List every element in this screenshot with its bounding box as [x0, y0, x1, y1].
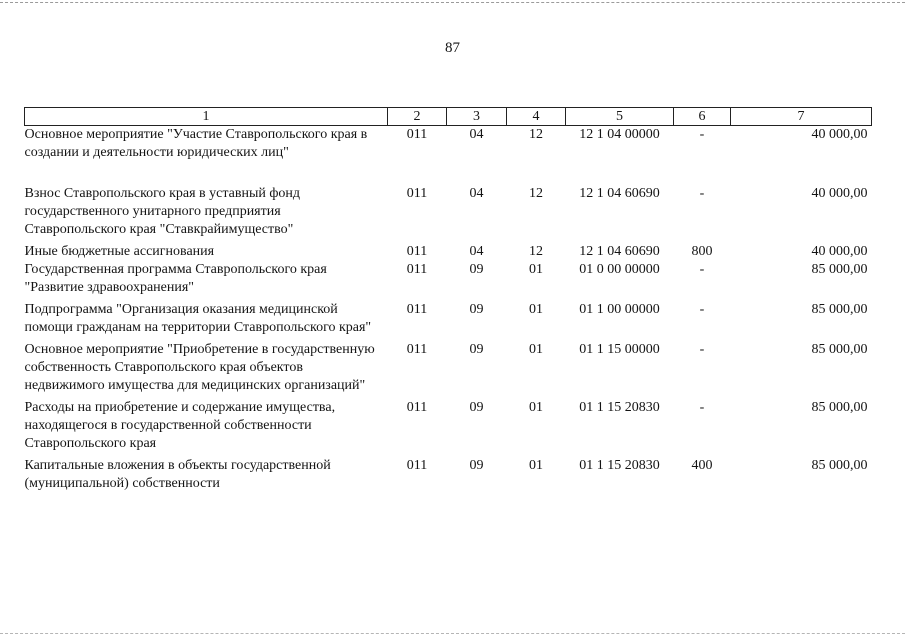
- row-section: 09: [469, 262, 484, 277]
- row-section: 09: [469, 342, 484, 357]
- table-row: [25, 301, 872, 341]
- header-col-7: 7: [731, 108, 872, 126]
- row-name: Взнос Ставропольского края в уставный фонд государственного унитарного предприятия Ставропольского края "Ставкрайимущество": [24, 186, 301, 237]
- row-section: 09: [469, 302, 484, 317]
- row-expense-type: -: [699, 127, 705, 142]
- row-name: Основное мероприятие "Приобретение в государственную собственность Ставропольского края объектов недвижимого имущества для медицинских организаций": [24, 342, 375, 393]
- table-row: [25, 457, 872, 493]
- row-amount: 85 000,00: [811, 302, 868, 317]
- row-expense-type: -: [699, 302, 705, 317]
- row-amount: 85 000,00: [811, 342, 868, 357]
- row-name: Иные бюджетные ассигнования: [24, 244, 215, 259]
- row-name: Капитальные вложения в объекты государственной (муниципальной) собственности: [24, 458, 331, 491]
- table-row: [25, 341, 872, 399]
- row-ministry: 011: [406, 127, 428, 142]
- row-target: 01 1 00 00000: [579, 302, 660, 317]
- row-amount: 85 000,00: [811, 400, 868, 415]
- header-col-2: 2: [388, 108, 447, 126]
- row-section: 09: [469, 400, 484, 415]
- row-name: Государственная программа Ставропольского края "Развитие здравоохранения": [24, 262, 327, 295]
- row-target: 01 1 15 00000: [579, 342, 660, 357]
- row-name: Основное мероприятие "Участие Ставропольского края в создании и деятельности юридических лиц": [24, 127, 368, 160]
- row-amount: 40 000,00: [811, 186, 868, 201]
- row-ministry: 011: [406, 458, 428, 473]
- scan-edge-bottom: [0, 633, 905, 634]
- table-row: [25, 261, 872, 301]
- row-ministry: 011: [406, 302, 428, 317]
- table-row: [25, 185, 872, 243]
- table-row: [25, 126, 872, 186]
- row-name: Подпрограмма "Организация оказания медицинской помощи гражданам на территории Ставропольского края": [24, 302, 372, 335]
- row-target: 12 1 04 00000: [579, 127, 660, 142]
- header-col-6: 6: [674, 108, 731, 126]
- row-subsection: 01: [529, 400, 543, 415]
- row-expense-type: -: [699, 262, 705, 277]
- row-expense-type: -: [699, 342, 705, 357]
- budget-table: [24, 107, 872, 493]
- row-expense-type: -: [699, 186, 705, 201]
- row-expense-type: 400: [691, 458, 713, 473]
- row-subsection: 01: [529, 262, 543, 277]
- row-section: 04: [469, 127, 484, 142]
- row-amount: 40 000,00: [811, 127, 868, 142]
- table-row: [25, 243, 872, 261]
- header-row: [25, 108, 872, 126]
- row-expense-type: 800: [691, 244, 713, 259]
- row-ministry: 011: [406, 186, 428, 201]
- row-ministry: 011: [406, 400, 428, 415]
- row-expense-type: -: [699, 400, 705, 415]
- row-target: 01 0 00 00000: [579, 262, 660, 277]
- row-amount: 85 000,00: [811, 458, 868, 473]
- row-subsection: 12: [529, 127, 543, 142]
- row-ministry: 011: [406, 342, 428, 357]
- header-col-4: 4: [507, 108, 566, 126]
- header-col-5: 5: [566, 108, 674, 126]
- row-subsection: 12: [529, 244, 543, 259]
- row-subsection: 01: [529, 458, 543, 473]
- row-ministry: 011: [406, 262, 428, 277]
- row-target: 12 1 04 60690: [579, 244, 660, 259]
- row-section: 04: [469, 244, 484, 259]
- row-section: 04: [469, 186, 484, 201]
- row-subsection: 01: [529, 302, 543, 317]
- table-row: [25, 399, 872, 457]
- row-target: 12 1 04 60690: [579, 186, 660, 201]
- row-ministry: 011: [406, 244, 428, 259]
- row-subsection: 01: [529, 342, 543, 357]
- row-section: 09: [469, 458, 484, 473]
- row-name: Расходы на приобретение и содержание имущества, находящегося в государственной собственности Ставропольского края: [24, 400, 336, 451]
- scan-edge-top: [0, 2, 905, 3]
- page-number: 87: [445, 40, 460, 56]
- row-target: 01 1 15 20830: [579, 400, 660, 415]
- row-amount: 85 000,00: [811, 262, 868, 277]
- row-target: 01 1 15 20830: [579, 458, 660, 473]
- row-amount: 40 000,00: [811, 244, 868, 259]
- header-col-1: 1: [25, 108, 388, 126]
- row-subsection: 12: [529, 186, 543, 201]
- header-col-3: 3: [447, 108, 507, 126]
